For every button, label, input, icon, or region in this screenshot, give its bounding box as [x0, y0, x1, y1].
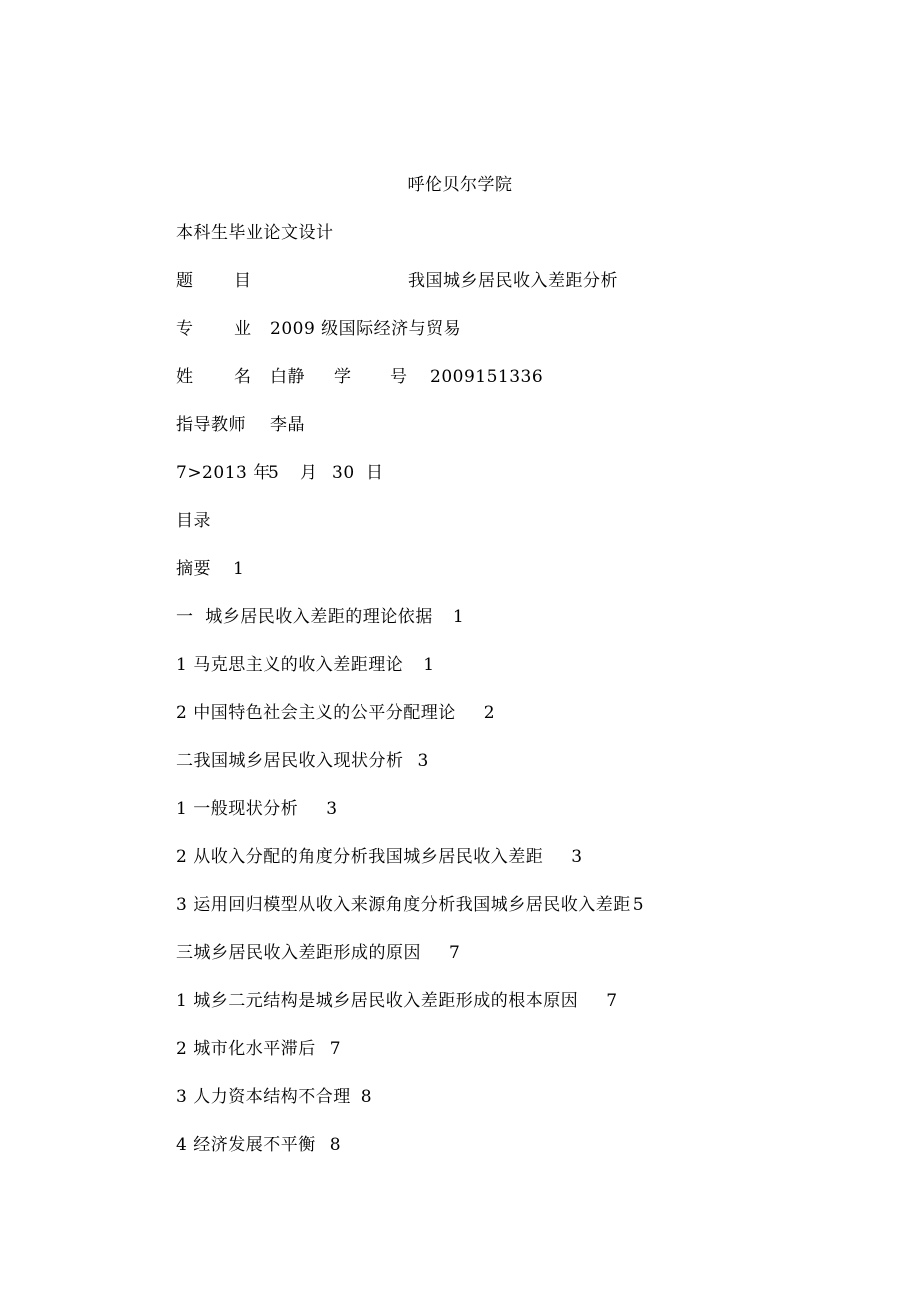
title-row — [176, 270, 776, 292]
toc-entry-page: 1 — [423, 655, 435, 675]
toc-entry-text: 摘要 — [176, 559, 211, 579]
date-year: 7>2013 年 — [176, 463, 271, 483]
toc-entry — [176, 654, 435, 676]
toc-entry-page: 3 — [326, 799, 338, 819]
toc-entry-text: 二我国城乡居民收入现状分析 — [176, 751, 404, 771]
toc-entry-page: 2 — [483, 703, 496, 723]
toc-entry — [176, 558, 244, 580]
toc-entry-text: 2 城市化水平滞后 — [176, 1039, 316, 1059]
title-label-1: 题 — [176, 271, 194, 291]
name-label-1: 姓 — [176, 367, 194, 387]
toc-entry-page: 7 — [449, 943, 461, 963]
date-day: 30 — [332, 463, 355, 483]
date-day-unit: 日 — [366, 463, 384, 483]
major-value: 2009 级国际经济与贸易 — [270, 319, 462, 339]
toc-entry-text: 1 城乡二元结构是城乡居民收入差距形成的根本原因 — [176, 991, 579, 1011]
date-month: 5 — [268, 463, 280, 483]
toc-entry-text: 1 马克思主义的收入差距理论 — [176, 655, 404, 675]
id-label-2: 号 — [390, 367, 408, 387]
thesis-title: 我国城乡居民收入差距分析 — [408, 271, 618, 291]
toc-entry — [176, 846, 583, 868]
toc-entry-page: 1 — [452, 607, 465, 627]
toc-entry — [176, 1134, 341, 1156]
toc-entry-text: 1 一般现状分析 — [176, 799, 299, 819]
toc-entry — [176, 750, 429, 772]
toc-entry-text: 一 城乡居民收入差距的理论依据 — [176, 607, 433, 627]
toc-entry-text: 2 中国特色社会主义的公平分配理论 — [176, 703, 456, 723]
toc-entry — [176, 798, 338, 820]
major-label-1: 专 — [176, 319, 194, 339]
toc-entry — [176, 942, 460, 964]
advisor-label: 指导教师 — [176, 415, 246, 435]
toc-entry — [176, 894, 644, 916]
advisor-row — [176, 414, 776, 436]
school-name: 呼伦贝尔学院 — [407, 175, 513, 195]
toc-entry-text: 3 人力资本结构不合理 — [176, 1087, 351, 1107]
toc-entry-text: 3 运用回归模型从收入来源角度分析我国城乡居民收入差距 — [176, 895, 631, 915]
title-label-2: 目 — [234, 271, 252, 291]
toc-entry-text: 4 经济发展不平衡 — [176, 1135, 316, 1155]
toc-entry-page: 8 — [329, 1135, 342, 1155]
name-label-2: 名 — [234, 367, 252, 387]
document-type: 本科生毕业论文设计 — [176, 223, 334, 243]
date-row — [176, 462, 776, 484]
toc-entry-text: 三城乡居民收入差距形成的原因 — [176, 943, 421, 963]
toc-entry-page: 3 — [417, 751, 429, 771]
date-month-unit: 月 — [300, 463, 318, 483]
toc-entry — [176, 1086, 372, 1108]
toc-entry-text: 2 从收入分配的角度分析我国城乡居民收入差距 — [176, 847, 544, 867]
toc-entry-page: 8 — [360, 1087, 373, 1107]
toc-entry — [176, 1038, 341, 1060]
toc-entry — [176, 990, 618, 1012]
toc-heading: 目录 — [176, 511, 211, 531]
major-label-2: 业 — [234, 319, 252, 339]
advisor-name: 李晶 — [270, 415, 305, 435]
student-name: 白静 — [270, 367, 305, 387]
id-label-1: 学 — [334, 367, 352, 387]
toc-entry — [176, 702, 495, 724]
major-row — [176, 318, 776, 340]
toc-entry — [176, 606, 464, 628]
name-row — [176, 366, 776, 388]
toc-entry-page: 7 — [329, 1039, 342, 1059]
toc-entry-page: 3 — [571, 847, 583, 867]
toc-entry-page: 5 — [632, 895, 645, 915]
toc-entry-page: 1 — [233, 559, 245, 579]
toc-entry-page: 7 — [606, 991, 618, 1011]
student-id: 2009151336 — [430, 367, 544, 387]
